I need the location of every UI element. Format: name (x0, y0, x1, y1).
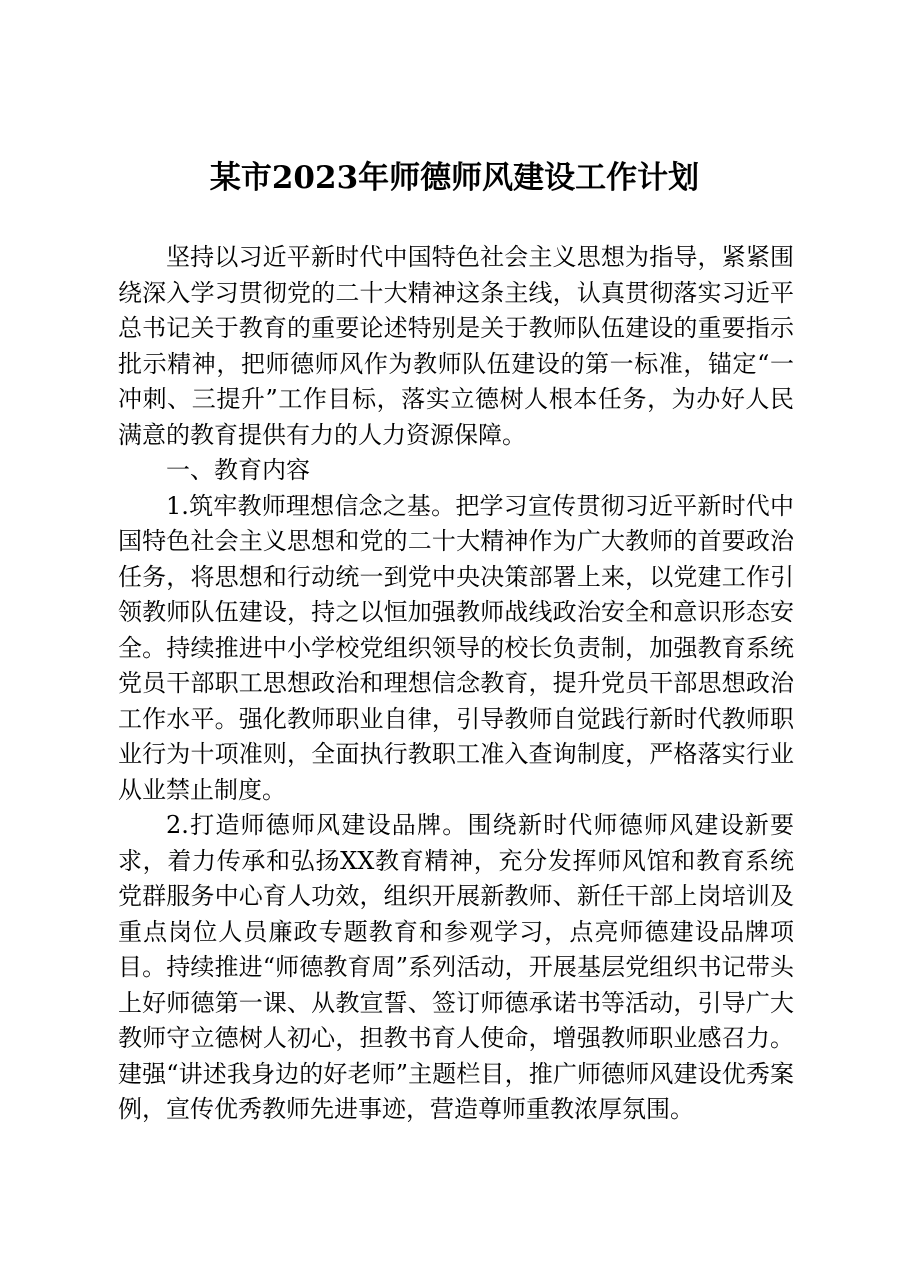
section-heading: 一、教育内容 (166, 456, 310, 484)
document-body (118, 240, 794, 1128)
document-title: 某市2023年师德师风建设工作计划 (209, 160, 700, 196)
item-paragraph-1: 1.筑牢教师理想信念之基。把学习宣传贯彻习近平新时代中国特色社会主义思想和党的二十大精神作为广大教师的首要政治任务，将思想和行动统一到党中央决策部署上来，以党建工作引领教师队伍建设，持之以恒加强教师战线政治安全和意识形态安全。持续推进中小学校党组织领导的校长负责制，加强教育系统党员干部职工思想政治和理想信念教育，提升党员干部思想政治工作水平。强化教师职业自律，引导教师自觉践行新时代教师职业行为十项准则，全面执行教职工准入查询制度，严格落实行业从业禁止制度。 (118, 491, 794, 804)
item-paragraph-2: 2.打造师德师风建设品牌。围绕新时代师德师风建设新要求，着力传承和弘扬XX教育精神，充分发挥师风馆和教育系统党群服务中心育人功效，组织开展新教师、新任干部上岗培训及重点岗位人员廉政专题教育和参观学习，点亮师德建设品牌项目。持续推进“师德教育周”系列活动，开展基层党组织书记带头上好师德第一课、从教宣誓、签订师德承诺书等活动，引导广大教师守立德树人初心，担教书育人使命，增强教师职业感召力。建强“讲述我身边的好老师”主题栏目，推广师德师风建设优秀案例，宣传优秀教师先进事迹，营造尊师重教浓厚氛围。 (118, 811, 794, 1123)
intro-paragraph: 坚持以习近平新时代中国特色社会主义思想为指导，紧紧围绕深入学习贯彻党的二十大精神这条主线，认真贯彻落实习近平总书记关于教育的重要论述特别是关于教师队伍建设的重要指示批示精神，把师德师风作为教师队伍建设的第一标准，锚定“一冲刺、三提升”工作目标，落实立德树人根本任务，为办好人民满意的教育提供有力的人力资源保障。 (118, 243, 794, 449)
